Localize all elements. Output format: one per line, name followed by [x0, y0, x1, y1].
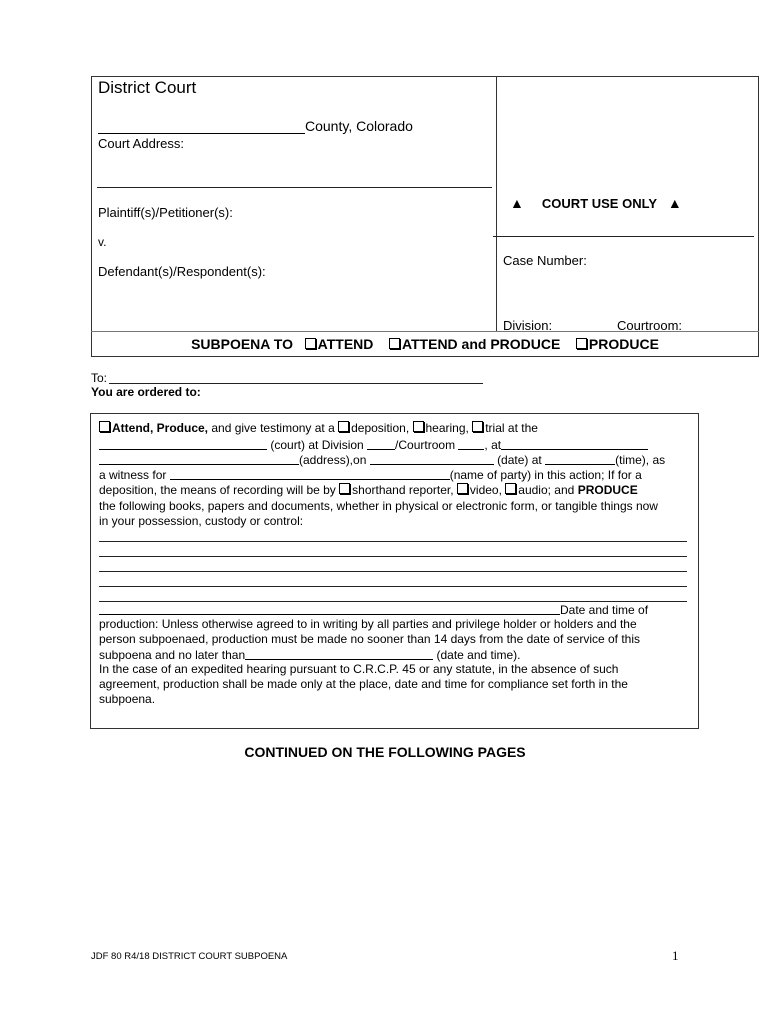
county-label: County, Colorado — [305, 118, 413, 134]
continued-notice: CONTINUED ON THE FOLLOWING PAGES — [244, 744, 526, 760]
courtroom-text: /Courtroom — [395, 438, 456, 452]
triangle-up-icon: ▲ — [510, 195, 524, 211]
attend-produce-checkbox[interactable] — [389, 338, 400, 349]
witness-text: a witness for — [99, 468, 167, 482]
production-line-3 — [99, 647, 521, 663]
no-later-than-text: subpoena and no later than — [99, 648, 246, 662]
date-field[interactable] — [370, 452, 494, 465]
order-line-2 — [99, 437, 648, 453]
court-title: District Court — [98, 78, 197, 97]
date-and-time-text: (date and time). — [436, 648, 521, 662]
address-text: (address),on — [299, 453, 367, 467]
to-field[interactable] — [109, 383, 483, 384]
items-line-4[interactable] — [99, 586, 687, 587]
attend-produce-bold: Attend, Produce, — [112, 421, 209, 435]
production-line-1: production: Unless otherwise agreed to in writing by all parties and privilege holder or holders and the — [99, 617, 637, 631]
hearing-label: hearing, — [425, 421, 469, 435]
produce-bold: PRODUCE — [577, 483, 638, 497]
court-field[interactable] — [99, 437, 267, 450]
order-line-8 — [99, 602, 648, 618]
ordered-label: You are ordered to: — [91, 385, 201, 399]
order-line-1 — [99, 421, 538, 436]
deposition-label: deposition, — [351, 421, 410, 435]
order-line-3 — [99, 452, 665, 468]
production-line-2: person subpoenaed, production must be made no sooner than 14 days from the date of service of this — [99, 632, 641, 646]
testimony-text: and give testimony at a — [211, 421, 335, 435]
expedited-line-3: subpoena. — [99, 692, 156, 706]
at-field[interactable] — [501, 437, 648, 450]
expedited-line-2: agreement, production shall be made only at the place, date and time for compliance set forth in the — [99, 677, 628, 691]
to-label: To: — [91, 371, 108, 385]
trial-checkbox[interactable] — [472, 421, 483, 432]
audio-checkbox[interactable] — [505, 483, 516, 494]
versus-label: v. — [98, 235, 107, 249]
address-line — [97, 187, 492, 188]
division-label: Division: — [503, 318, 553, 333]
page-number: 1 — [672, 948, 679, 963]
time-field[interactable] — [545, 452, 615, 465]
county-line — [98, 118, 413, 134]
plaintiff-label: Plaintiff(s)/Petitioner(s): — [98, 205, 233, 220]
at-text: , at — [484, 438, 502, 452]
items-line-2[interactable] — [99, 556, 687, 557]
county-blank[interactable] — [98, 119, 305, 134]
attend-produce-option-checkbox[interactable] — [99, 421, 110, 432]
title-prefix: SUBPOENA TO — [191, 336, 293, 352]
expedited-line-1: In the case of an expedited hearing pursuant to C.R.C.P. 45 or any statute, in the absence of such — [99, 662, 619, 676]
court-use-only-label: COURT USE ONLY — [541, 196, 658, 211]
form-footer: JDF 80 R4/18 DISTRICT COURT SUBPOENA — [91, 951, 288, 962]
items-line-3[interactable] — [99, 571, 687, 572]
date-time-of-text: Date and time of — [560, 603, 649, 617]
attend-checkbox[interactable] — [305, 338, 316, 349]
court-use-rule — [493, 236, 754, 237]
courtroom-label: Courtroom: — [617, 318, 683, 333]
time-text: (time), as — [615, 453, 666, 467]
order-line-5 — [99, 483, 638, 498]
courtroom-field[interactable] — [458, 437, 484, 450]
hearing-checkbox[interactable] — [413, 421, 424, 432]
party-field[interactable] — [170, 467, 450, 480]
produce-checkbox[interactable] — [576, 338, 587, 349]
no-later-than-field[interactable] — [245, 647, 433, 660]
trial-label: trial at the — [485, 421, 538, 435]
subpoena-title — [91, 336, 759, 352]
order-line-6: the following books, papers and documents, whether in physical or electronic form, or tangible things now — [99, 499, 658, 513]
video-label: video, — [469, 483, 502, 497]
caption-divider — [496, 76, 497, 331]
order-line-7: in your possession, custody or control: — [99, 514, 304, 528]
recording-text: deposition, the means of recording will be by — [99, 483, 336, 497]
date-text: (date) at — [497, 453, 542, 467]
shorthand-checkbox[interactable] — [339, 483, 350, 494]
shorthand-label: shorthand reporter, — [352, 483, 454, 497]
video-checkbox[interactable] — [457, 483, 468, 494]
attend-produce-label: ATTEND and PRODUCE — [401, 336, 561, 352]
court-use-only — [510, 195, 682, 211]
deposition-checkbox[interactable] — [338, 421, 349, 432]
address-field[interactable] — [99, 452, 299, 465]
triangle-up-icon: ▲ — [667, 195, 682, 211]
case-number-label: Case Number: — [503, 253, 587, 268]
party-text: (name of party) in this action; If for a — [449, 468, 642, 482]
attend-label: ATTEND — [317, 336, 374, 352]
division-field[interactable] — [367, 437, 395, 450]
produce-label: PRODUCE — [588, 336, 659, 352]
court-division-label: (court) at Division — [270, 438, 364, 452]
items-line-1[interactable] — [99, 541, 687, 542]
defendant-label: Defendant(s)/Respondent(s): — [98, 264, 266, 279]
audio-label: audio; and — [518, 483, 575, 497]
court-address-label: Court Address: — [98, 136, 184, 151]
items-line-6[interactable] — [99, 602, 560, 615]
order-line-4 — [99, 467, 642, 483]
